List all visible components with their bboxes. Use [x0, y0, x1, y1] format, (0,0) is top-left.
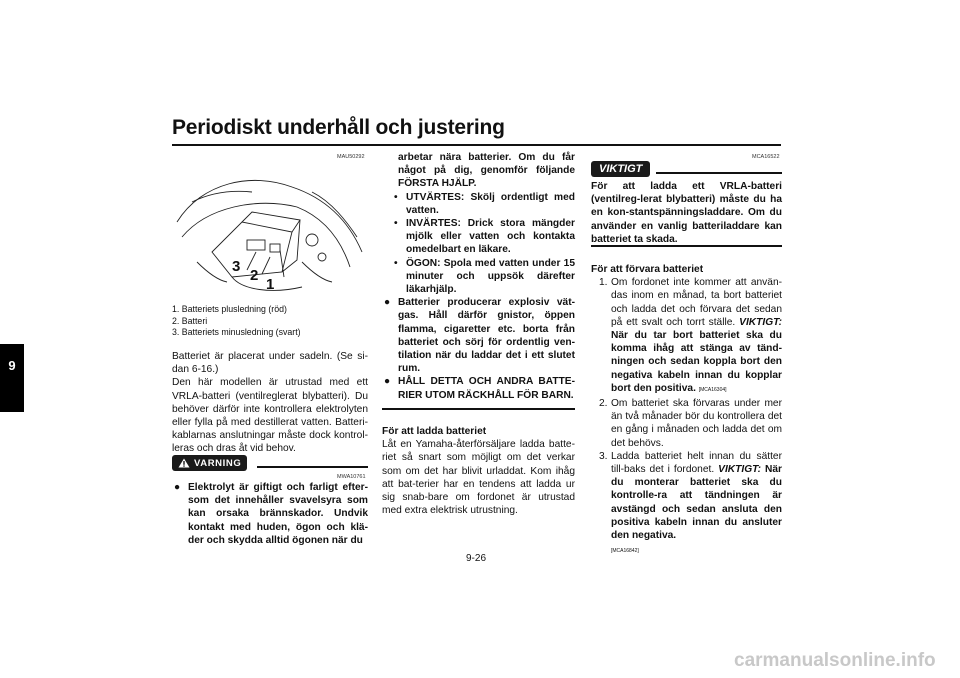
warning-code: MWA10761 — [337, 474, 366, 480]
notice-header — [591, 161, 782, 177]
warning-rule — [257, 466, 368, 468]
section-code: MAU50292 — [337, 154, 365, 160]
first-aid-text: INVÄRTES: Drick stora mängder mjölk eller vatten och kontakta omedelbart en läkare. — [406, 218, 575, 256]
item-number: 2. — [599, 398, 608, 410]
warning-badge — [172, 455, 247, 471]
bullet-text: Elektrolyt är giftigt och farligt efter-som det innehåller svavelsyra som kan orsaka brännskador. Undvik kontakt med huden, ögon och klä-der och skydda alltid ögonen när du — [188, 482, 368, 546]
item-code: [MCA16304] — [698, 386, 727, 393]
notice-text: För att ladda ett VRLA-batteri (ventilreg-lerat blybatteri) måste du ha en kon-stantspänningsladdare. Om du använder en vanlig batteriladdare kan batteriet ta skada. — [591, 181, 782, 245]
chapter-number: 9 — [8, 358, 16, 373]
callout-1: 1 — [266, 276, 275, 293]
store-section — [591, 263, 782, 558]
notice-code: MCA16522 — [752, 154, 780, 160]
item-notice-text: När du monterar batteriet ska du kontrolle-ra att tändningen är avstängd och sedan ansluta den positiva kabeln innan du ansluter den negativa. — [611, 464, 782, 542]
figure-legend — [172, 304, 301, 339]
store-item — [591, 450, 782, 542]
paragraph: Batteriet är placerat under sadeln. (Se si-dan 6-16.) — [172, 351, 368, 376]
warning-triangle-icon — [178, 458, 190, 468]
paragraph: Den här modellen är utrustad med ett VRLA-batteri (ventilreglerat blybatteri). Du behöver därför inte kontrollera elektrolyten eller fylla på med destillerat vatten. Batteri-kablarnas anslutningar måste dock kontrol-leras och dras åt vid behov. — [172, 377, 368, 455]
item-text: Om batteriet ska förvaras under mer än två månader bör du kontrollera det en gång i månaden och ladda det om det behövs. — [611, 398, 782, 449]
item-number: 3. — [599, 450, 608, 462]
first-aid-item: • ÖGON: Spola med vatten under 15 minuter och uppsök därefter läkarhjälp. — [394, 257, 575, 296]
item-text: Ladda batteriet helt innan du sätter till-baks det i fordonet. — [611, 450, 782, 476]
page-number: 9-26 — [466, 553, 487, 564]
battery-illustration — [172, 162, 368, 302]
legend-item: 1. Batteriets plusledning (röd) — [172, 304, 287, 314]
bullet-text-continued: arbetar nära batterier. Om du får något på dig, genomför följande FÖRSTA HJÄLP. — [398, 152, 575, 190]
watermark[interactable]: carmanualsonline.info — [734, 650, 936, 671]
first-aid-item: • INVÄRTES: Drick stora mängder mjölk eller vatten och kontakta omedelbart en läkare. — [394, 218, 575, 256]
legend-item: 2. Batteri — [172, 315, 208, 326]
warning-bullet — [382, 375, 575, 401]
first-aid-text: UTVÄRTES: Skölj ordentligt med vatten. — [406, 191, 575, 216]
callout-2: 2 — [250, 267, 259, 284]
bullet-icon: ● — [384, 376, 391, 388]
notice-badge: VIKTIGT — [591, 161, 650, 177]
page-title: Periodiskt underhåll och justering — [172, 116, 505, 139]
store-item — [591, 276, 782, 397]
first-aid-text: ÖGON: Spola med vatten under 15 minuter och uppsök därefter läkarhjälp. — [406, 257, 575, 296]
item-code: [MCA16842] — [611, 548, 639, 555]
store-item — [591, 397, 782, 450]
warning-header — [172, 455, 368, 471]
store-heading: För att förvara batteriet — [591, 264, 704, 275]
warning-continued — [382, 151, 575, 402]
warning-end-rule — [382, 408, 575, 410]
item-notice-text: När du tar bort batteriet ska du komma ihåg att stänga av tänd-ningen och sedan koppla bort den negativa kabeln innan du kopplar bort den positiva. — [611, 330, 782, 394]
item-text: Om fordonet inte kommer att använ-das inom en månad, ta bort batteriet och ladda det och förvara det sedan på ett svalt och torrt ställe. — [611, 277, 782, 328]
charge-section — [382, 425, 575, 517]
legend-item: 3. Batteriets minusledning (svart) — [172, 327, 301, 338]
callout-3: 3 — [232, 258, 241, 275]
charge-heading: För att ladda batteriet — [382, 426, 487, 437]
bullet-icon: ● — [174, 482, 181, 493]
warning-label: VARNING — [194, 457, 242, 469]
item-number: 1. — [599, 277, 608, 289]
title-rule — [172, 144, 781, 146]
bullet-icon: ● — [384, 297, 391, 309]
warning-bullet — [382, 296, 575, 375]
item-notice-label: VIKTIGT: — [739, 316, 782, 328]
chapter-tab — [0, 344, 24, 412]
charge-text: Låt en Yamaha-återförsäljare ladda batte-riet så snart som möjligt om det verkar som om det har blivit urladdat. Kom ihåg att bat-terier har en tendens att ladda ur sig snab-bare om fordonet är utrustad med extra elektrisk utrustning. — [382, 439, 575, 517]
warning-list — [172, 481, 368, 547]
first-aid-item: • UTVÄRTES: Skölj ordentligt med vatten. — [394, 191, 575, 216]
intro-text — [172, 350, 368, 456]
item-notice-label: VIKTIGT: — [718, 464, 761, 476]
bullet-text: HÅLL DETTA OCH ANDRA BATTE-RIER UTOM RÄCKHÅLL FÖR BARN. — [398, 376, 575, 401]
bullet-text: Batterier producerar explosiv vät-gas. Håll därför gnistor, öppen flamma, cigaretter etc. borta från batteriet och sörj för ordentlig ven-tilation när du laddar det i ett slutet rum. — [398, 297, 575, 375]
notice-end-rule — [591, 245, 782, 247]
notice-rule — [656, 172, 782, 174]
warning-bullet — [172, 481, 368, 547]
